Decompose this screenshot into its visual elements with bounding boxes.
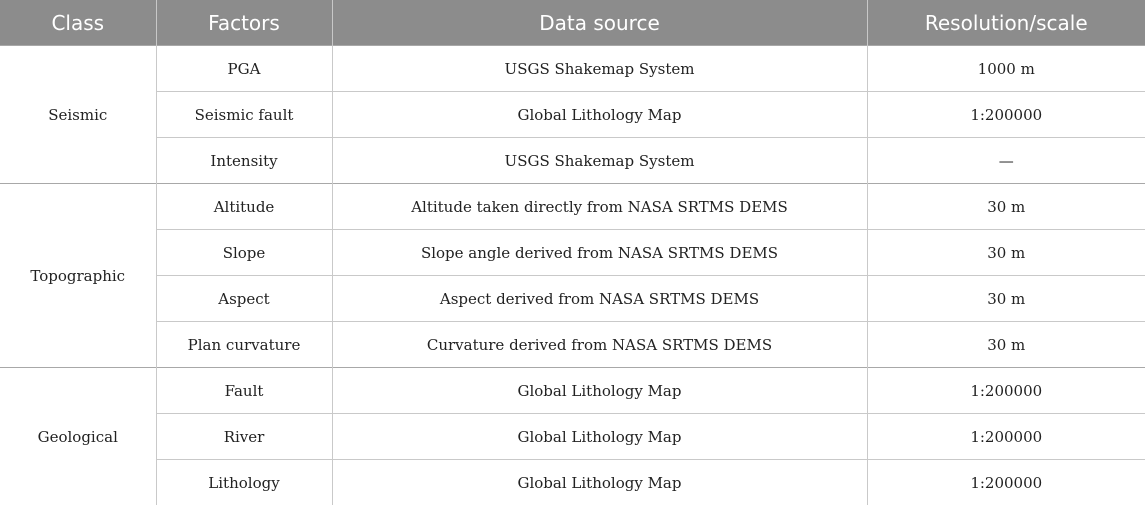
table-row bbox=[0, 460, 1145, 505]
header-factors: Factors bbox=[156, 0, 332, 46]
resolution-cell: 30 m bbox=[867, 230, 1145, 276]
factor-cell: Slope bbox=[156, 230, 332, 276]
source-cell: Aspect derived from NASA SRTMS DEMS bbox=[332, 276, 867, 322]
table-row bbox=[0, 322, 1145, 368]
resolution-cell: 1:200000 bbox=[867, 368, 1145, 414]
factor-cell: Altitude bbox=[156, 184, 332, 230]
factor-cell: Plan curvature bbox=[156, 322, 332, 368]
factor-cell: PGA bbox=[156, 46, 332, 92]
factor-cell: Seismic fault bbox=[156, 92, 332, 138]
factor-cell: River bbox=[156, 414, 332, 460]
class-cell-seismic: Seismic bbox=[0, 46, 156, 184]
source-cell: USGS Shakemap System bbox=[332, 46, 867, 92]
factor-cell: Intensity bbox=[156, 138, 332, 184]
class-cell-topographic: Topographic bbox=[0, 184, 156, 368]
resolution-cell: 1:200000 bbox=[867, 414, 1145, 460]
source-cell: Global Lithology Map bbox=[332, 414, 867, 460]
source-cell: USGS Shakemap System bbox=[332, 138, 867, 184]
table-row bbox=[0, 184, 1145, 230]
factor-cell: Aspect bbox=[156, 276, 332, 322]
resolution-cell: 1000 m bbox=[867, 46, 1145, 92]
source-cell: Slope angle derived from NASA SRTMS DEMS bbox=[332, 230, 867, 276]
resolution-cell: — bbox=[867, 138, 1145, 184]
table-row bbox=[0, 414, 1145, 460]
source-cell: Global Lithology Map bbox=[332, 460, 867, 505]
resolution-cell: 30 m bbox=[867, 322, 1145, 368]
table-row bbox=[0, 368, 1145, 414]
class-cell-geological: Geological bbox=[0, 368, 156, 505]
resolution-cell: 30 m bbox=[867, 276, 1145, 322]
table-row bbox=[0, 276, 1145, 322]
resolution-cell: 30 m bbox=[867, 184, 1145, 230]
source-cell: Global Lithology Map bbox=[332, 368, 867, 414]
source-cell: Altitude taken directly from NASA SRTMS DEMS bbox=[332, 184, 867, 230]
header-resolution: Resolution/scale bbox=[867, 0, 1145, 46]
table-row bbox=[0, 138, 1145, 184]
table-header-row bbox=[0, 0, 1145, 46]
source-cell: Global Lithology Map bbox=[332, 92, 867, 138]
table-row bbox=[0, 46, 1145, 92]
factor-cell: Fault bbox=[156, 368, 332, 414]
source-cell: Curvature derived from NASA SRTMS DEMS bbox=[332, 322, 867, 368]
resolution-cell: 1:200000 bbox=[867, 460, 1145, 505]
header-data-source: Data source bbox=[332, 0, 867, 46]
table-row bbox=[0, 92, 1145, 138]
header-class: Class bbox=[0, 0, 156, 46]
resolution-cell: 1:200000 bbox=[867, 92, 1145, 138]
table-row bbox=[0, 230, 1145, 276]
factor-cell: Lithology bbox=[156, 460, 332, 505]
